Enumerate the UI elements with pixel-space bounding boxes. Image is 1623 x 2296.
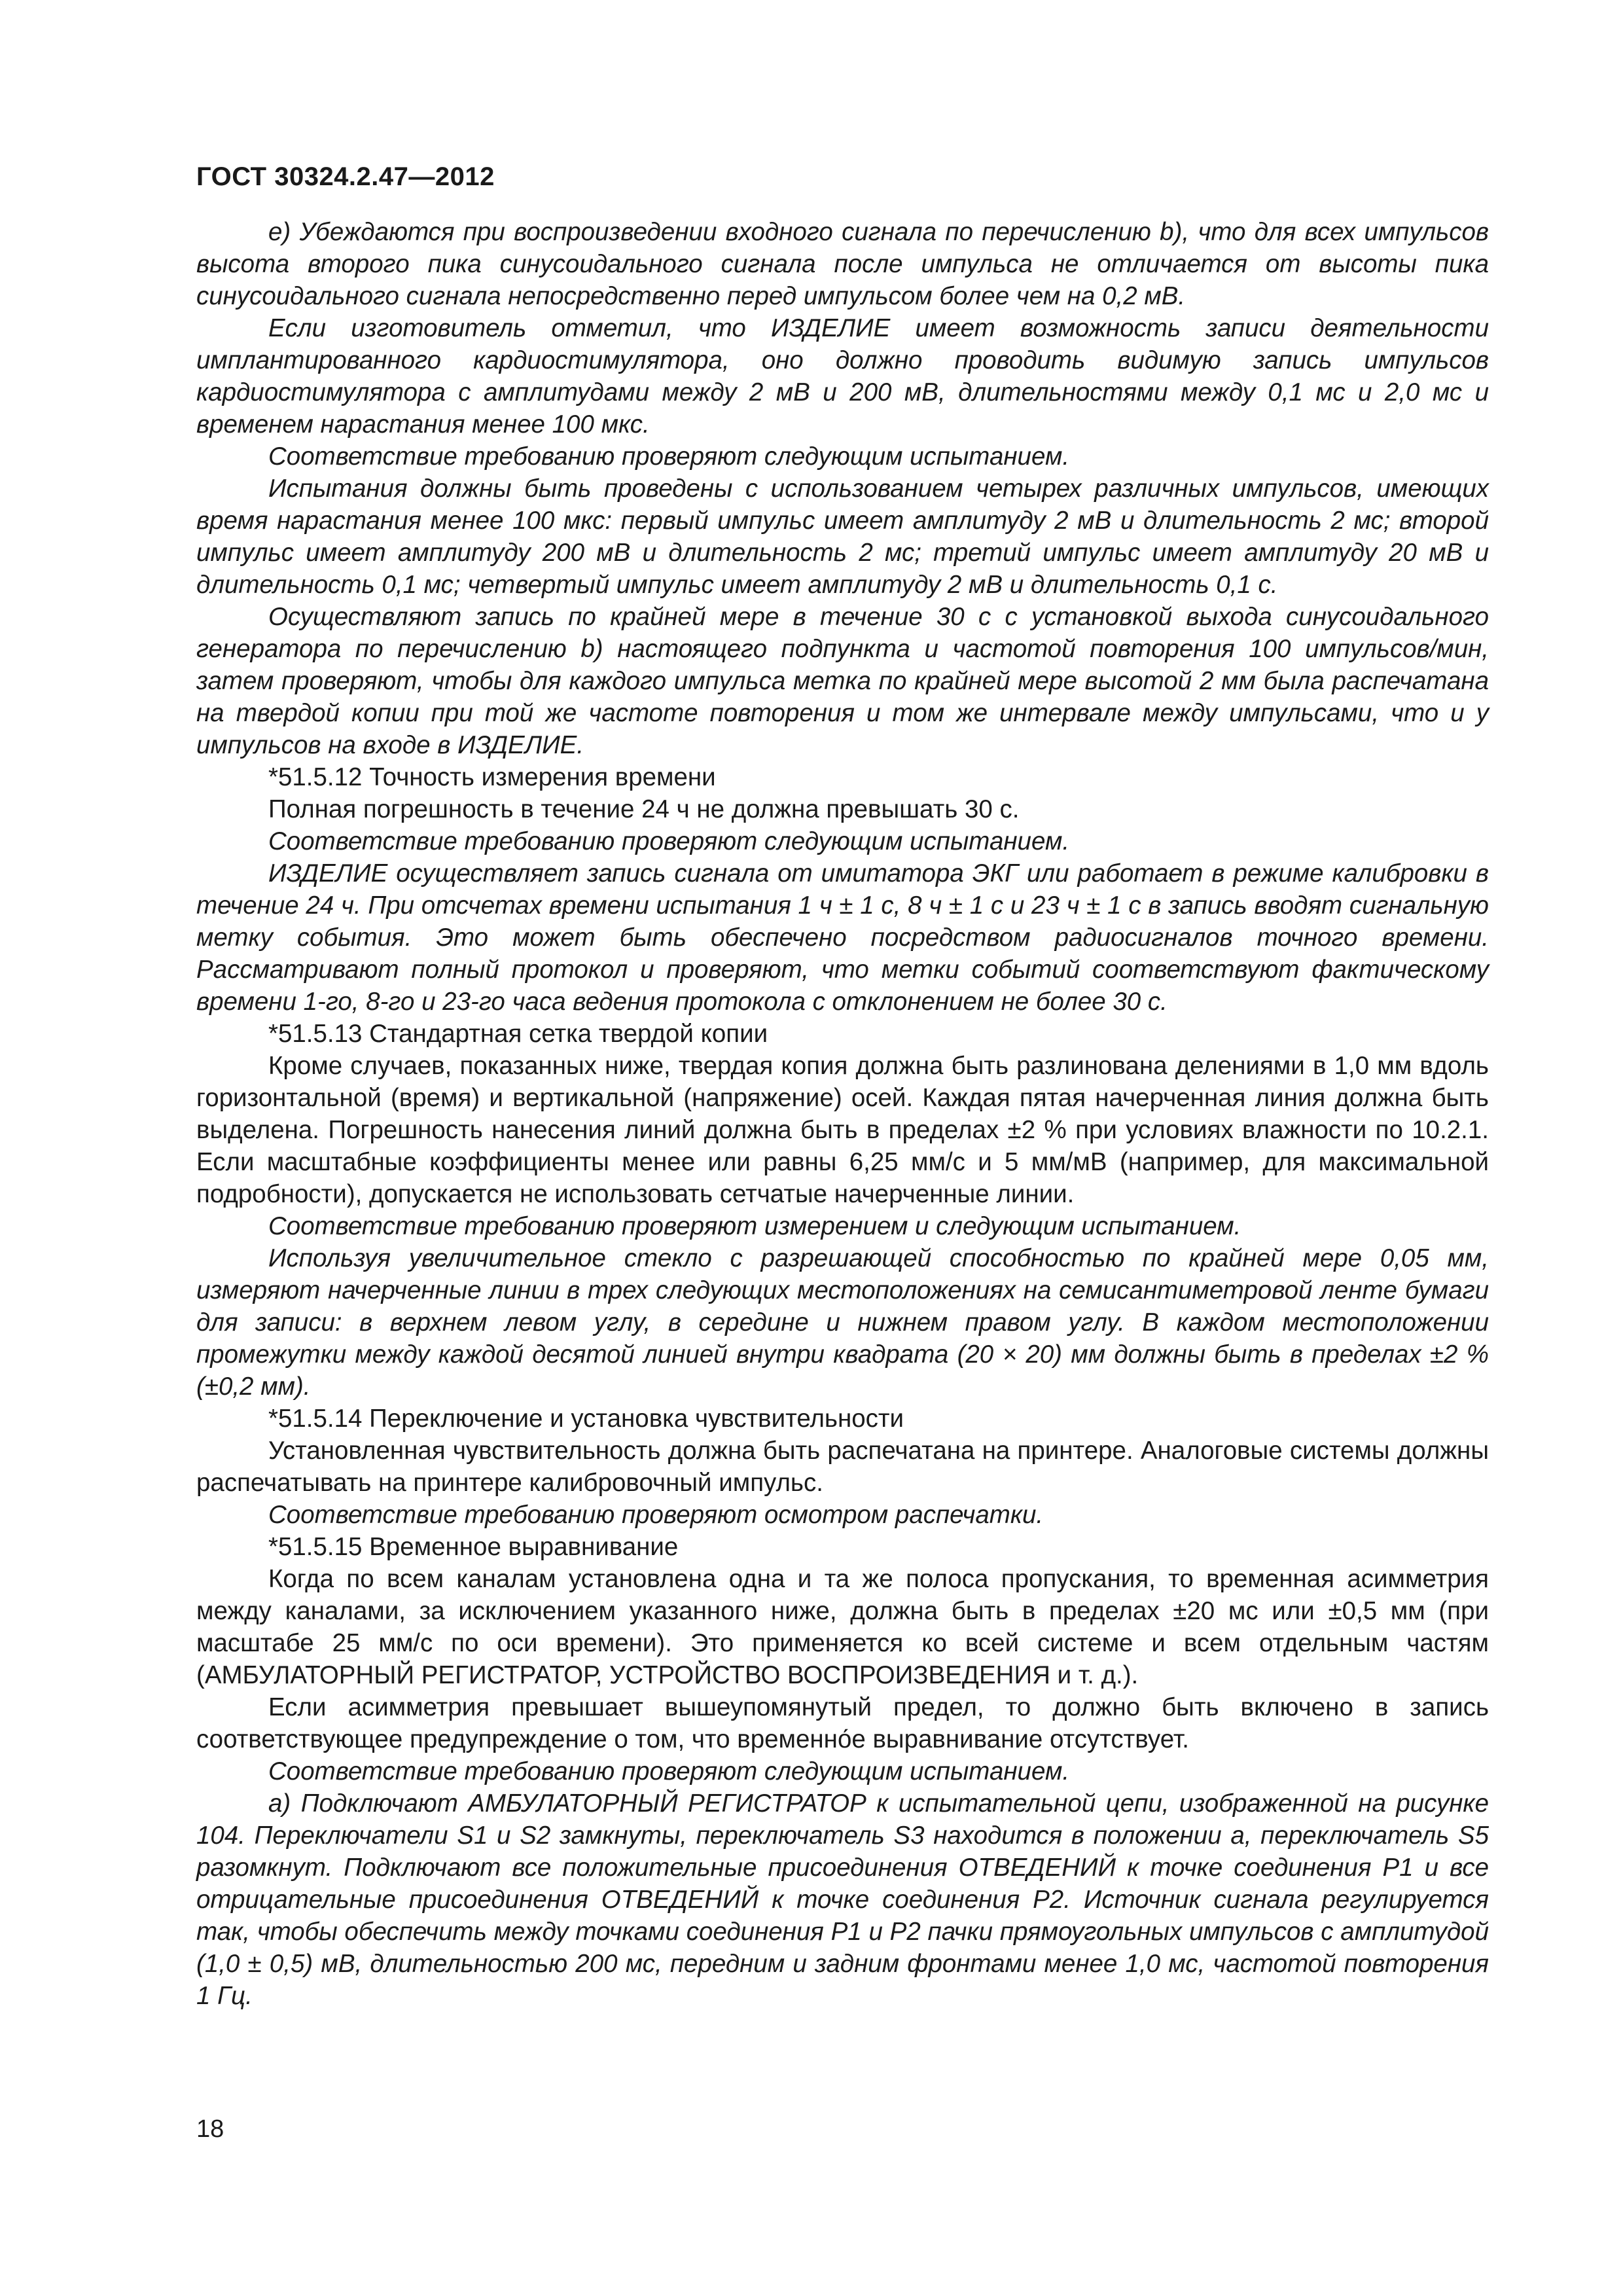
clause-heading-51-5-15: *51.5.15 Временное выравнивание (268, 1533, 679, 1561)
paragraph-magnifier-test: Используя увеличительное стекло с разрешающей способностью по крайней мере 0,05 мм, измеряют начерченные линии в трех следующих местоположениях на семисантиметровой ленте бумаги для записи: в верхнем левом углу, в середине и нижнем правом углу. В каждом местоположении промежутки между каждой десятой линией внутри квадрата (20 × 20) мм должны быть в пределах ±2 % (±0,2 мм). (196, 1244, 1489, 1401)
paragraph-four-pulses: Испытания должны быть проведены с использованием четырех различных импульсов, имеющих время нарастания менее 100 мкс: первый импульс имеет амплитуду 2 мВ и длительность 2 мс; второй импульс имеет амплитуду 200 мВ и длительность 2 мс; третий импульс имеет амплитуду 20 мВ и длительность 0,1 мс; четвертый импульс имеет амплитуду 2 мВ и длительность 0,1 с. (196, 475, 1489, 599)
paragraph-compliance-measurement: Соответствие требованию проверяют измерением и следующим испытанием. (268, 1212, 1241, 1240)
document-body (196, 216, 1489, 2012)
paragraph-grid-requirements: Кроме случаев, показанных ниже, твердая копия должна быть разлинована делениями в 1,0 мм вдоль горизонтальной (время) и вертикальной (напряжение) осей. Каждая пятая начерченная линия должна быть выделена. Погрешность нанесения линий должна быть в пределах ±2 % при условиях влажности по 10.2.1. Если масштабные коэффициенты менее или равны 6,25 мм/с и 5 мм/мВ (например, для максимальной подробности), допускается не использовать сетчатые начерченные линии. (196, 1052, 1489, 1208)
paragraph-compliance-test: Соответствие требованию проверяют следующим испытанием. (268, 827, 1070, 855)
clause-heading-51-5-14: *51.5.14 Переключение и установка чувствительности (268, 1405, 904, 1433)
paragraph-recording-30s: Осуществляют запись по крайней мере в течение 30 с с установкой выхода синусоидального генератора по перечислению b) настоящего подпункта и частотой повторения 100 импульсов/мин, затем проверяют, чтобы для каждого импульса метка по крайней мере высотой 2 мм была распечатана на твердой копии при той же частоте повторения и том же интервале между импульсами, что и у импульсов на входе в ИЗДЕЛИЕ. (196, 603, 1489, 759)
paragraph-skew-warning: Если асимметрия превышает вышеупомянутый предел, то должно быть включено в запись соответствующее предупреждение о том, что временно́е выравнивание отсутствует. (196, 1693, 1489, 1753)
paragraph-sensitivity-print: Установленная чувствительность должна быть распечатана на принтере. Аналоговые системы должны распечатывать на принтере калибровочный импульс. (196, 1437, 1489, 1497)
document-header: ГОСТ 30324.2.47—2012 (196, 162, 495, 191)
paragraph-compliance-inspection: Соответствие требованию проверяют осмотром распечатки. (268, 1501, 1044, 1529)
paragraph-24h-test: ИЗДЕЛИЕ осуществляет запись сигнала от имитатора ЭКГ или работает в режиме калибровки в течение 24 ч. При отсчетах времени испытания 1 ч ± 1 с, 8 ч ± 1 с и 23 ч ± 1 с в запись вводят сигнальную метку события. Это может быть обеспечено посредством радиосигналов точного времени. Рассматривают полный протокол и проверяют, что метки событий соответствуют фактическому времени 1-го, 8-го и 23-го часа ведения протокола с отклонением не более 30 с. (196, 859, 1489, 1016)
paragraph-item-a-connection: а) Подключают АМБУЛАТОРНЫЙ РЕГИСТРАТОР к испытательной цепи, изображенной на рисунке 104. Переключатели S1 и S2 замкнуты, переключатель S3 находится в положении а, переключатель S5 разомкнут. Подключают все положительные присоединения ОТВЕДЕНИЙ к точке соединения Р1 и все отрицательные присоединения ОТВЕДЕНИЙ к точке соединения Р2. Источник сигнала регулируется так, чтобы обеспечить между точками соединения Р1 и Р2 пачки прямоугольных импульсов с амплитудой (1,0 ± 0,5) мВ, длительностью 200 мс, передним и задним фронтами менее 1,0 мс, частотой повторения 1 Гц. (196, 1789, 1489, 2010)
paragraph-time-skew: Когда по всем каналам установлена одна и та же полоса пропускания, то временная асимметрия между каналами, за исключением указанного ниже, должна быть в пределах ±20 мс или ±0,5 мм (при масштабе 25 мм/с по оси времени). Это применяется ко всей системе и всем отдельным частям (АМБУЛАТОРНЫЙ РЕГИСТРАТОР, УСТРОЙСТВО ВОСПРОИЗВЕДЕНИЯ и т. д.). (196, 1565, 1489, 1689)
paragraph-pacemaker-recording: Если изготовитель отметил, что ИЗДЕЛИЕ имеет возможность записи деятельности имплантированного кардиостимулятора, оно должно проводить видимую запись импульсов кардиостимулятора с амплитудами между 2 мВ и 200 мВ, длительностями между 0,1 мс и 2,0 мс и временем нарастания менее 100 мкс. (196, 314, 1489, 439)
paragraph-item-e-pacer-check: е) Убеждаются при воспроизведении входного сигнала по перечислению b), что для всех импульсов высота второго пика синусоидального сигнала после импульса не отличается от высоты пика синусоидального сигнала непосредственно перед импульсом более чем на 0,2 мВ. (196, 218, 1489, 310)
clause-heading-51-5-13: *51.5.13 Стандартная сетка твердой копии (268, 1020, 768, 1048)
paragraph-compliance-test: Соответствие требованию проверяют следующим испытанием. (268, 1757, 1070, 1785)
page-number: 18 (196, 2115, 224, 2143)
paragraph-compliance-test: Соответствие требованию проверяют следующим испытанием. (268, 442, 1070, 471)
clause-heading-51-5-12: *51.5.12 Точность измерения времени (268, 763, 716, 791)
paragraph-total-error: Полная погрешность в течение 24 ч не должна превышать 30 с. (268, 795, 1020, 823)
